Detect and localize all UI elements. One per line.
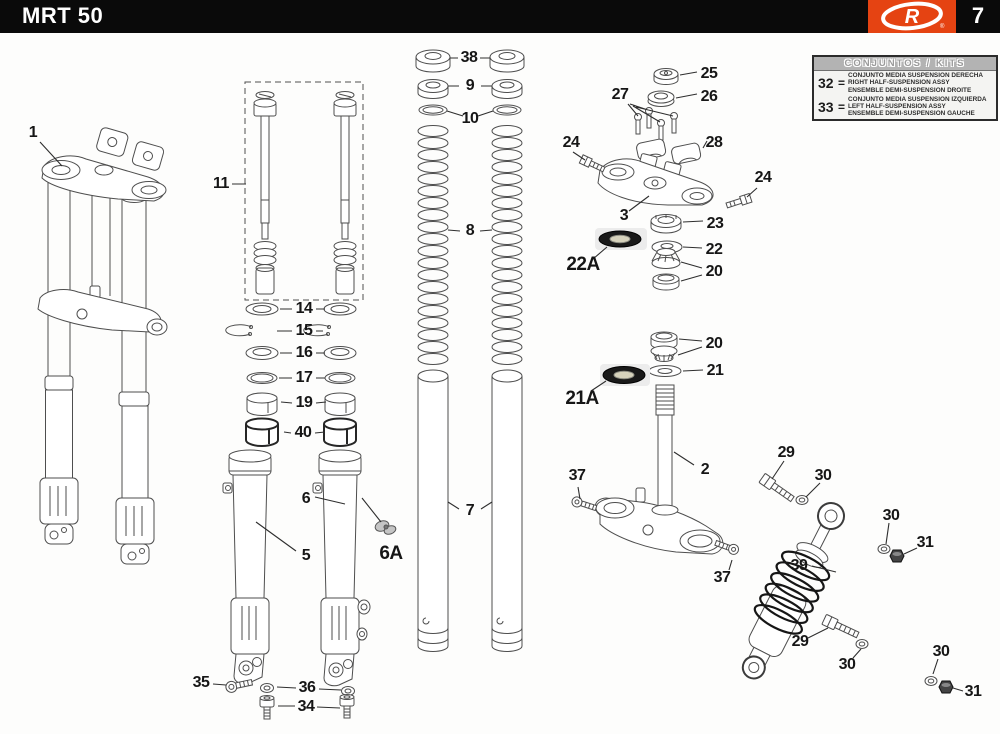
kit-desc-es: CONJUNTO MEDIA SUSPENSION IZQUIERDA	[848, 95, 987, 103]
part-label-3-25: 3	[619, 207, 629, 224]
part-label-24-24: 24	[754, 169, 772, 186]
part-label-20-30: 20	[705, 335, 723, 352]
svg-text:R: R	[904, 6, 920, 28]
part-label-28-22: 28	[705, 134, 723, 151]
part-label-11-1: 11	[213, 175, 229, 192]
kit-number: 32	[818, 74, 834, 91]
equals-sign: =	[838, 99, 846, 114]
part-label-29-36: 29	[777, 444, 795, 461]
part-label-24-23: 24	[562, 134, 580, 151]
part-label-17-10: 17	[295, 369, 313, 386]
page-title: MRT 50	[22, 3, 104, 28]
part-label-14-7: 14	[295, 300, 313, 317]
kit-desc-en: RIGHT HALF-SUSPENSION ASSY	[848, 79, 950, 87]
part-label-5-14: 5	[301, 547, 311, 564]
part-label-37-35: 37	[713, 569, 731, 586]
part-label-15-8: 15	[295, 322, 313, 339]
part-label-30-43: 30	[932, 643, 950, 660]
part-label-31-44: 31	[964, 683, 982, 700]
kit-number: 33	[818, 98, 834, 115]
part-label-31-39: 31	[916, 534, 934, 551]
part-label-22-27: 22	[705, 241, 723, 258]
part-label-21a-32: 21A	[565, 388, 599, 409]
part-label-20-29: 20	[705, 263, 723, 280]
part-label-7-6: 7	[465, 502, 475, 519]
part-label-2-33: 2	[700, 461, 710, 478]
part-label-6-13: 6	[301, 490, 311, 507]
part-label-30-37: 30	[814, 467, 832, 484]
part-label-10-4: 10	[461, 110, 479, 127]
kit-desc-fr: ENSEMBLE DEMI-SUSPENSION DROITE	[848, 86, 972, 94]
part-label-30-42: 30	[838, 656, 856, 673]
part-label-22a-28: 22A	[566, 254, 600, 275]
kit-desc-es: CONJUNTO MEDIA SUSPENSION DERECHA	[848, 72, 983, 79]
equals-sign: =	[838, 75, 846, 90]
part-label-8-5: 8	[465, 222, 475, 239]
page-number: 7	[971, 3, 985, 28]
part-label-16-9: 16	[295, 344, 313, 361]
svg-text:®: ®	[940, 24, 945, 30]
part-label-30-38: 30	[882, 507, 900, 524]
kits-table-title: CONJUNTOS / KITS	[814, 57, 996, 71]
part-label-27-21: 27	[611, 86, 629, 103]
part-label-6a-15: 6A	[379, 543, 403, 564]
part-label-19-11: 19	[295, 394, 313, 411]
part-label-23-26: 23	[706, 215, 724, 232]
part-label-9-3: 9	[465, 77, 475, 94]
part-label-29-41: 29	[791, 633, 809, 650]
part-label-40-12: 40	[294, 424, 312, 441]
kit-desc-en: LEFT HALF-SUSPENSION ASSY	[848, 103, 946, 111]
part-label-35-16: 35	[192, 674, 210, 691]
part-label-37-34: 37	[568, 467, 586, 484]
part-label-21-31: 21	[706, 362, 724, 379]
kit-desc-fr: ENSEMBLE DEMI-SUSPENSION GAUCHE	[848, 110, 975, 118]
part-label-34-18: 34	[297, 698, 315, 715]
part-label-1-0: 1	[28, 124, 38, 141]
part-label-38-2: 38	[460, 49, 478, 66]
part-label-26-20: 26	[700, 88, 718, 105]
part-label-39-40: 39	[790, 557, 808, 574]
part-label-36-17: 36	[298, 679, 316, 696]
part-label-25-19: 25	[700, 65, 718, 82]
